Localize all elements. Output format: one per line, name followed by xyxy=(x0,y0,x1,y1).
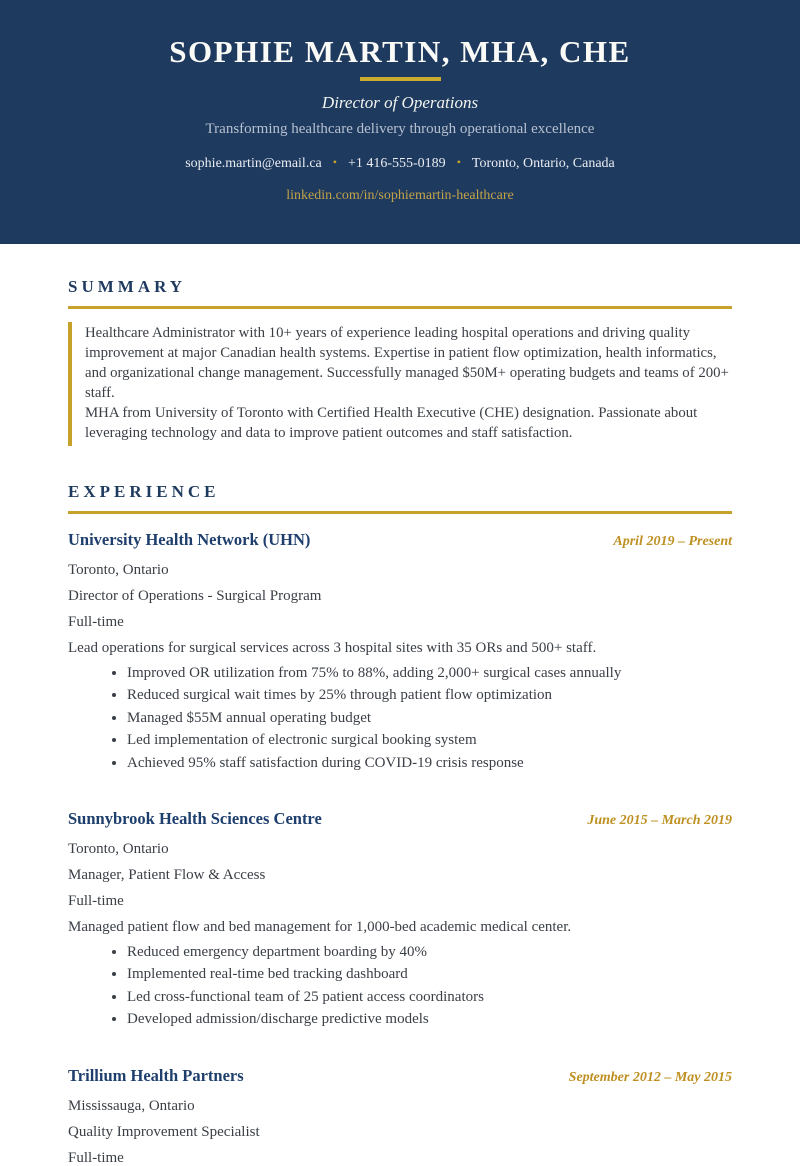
linkedin-link[interactable]: linkedin.com/in/sophiemartin-healthcare xyxy=(286,188,514,203)
entry-employment-type: Full-time xyxy=(68,1149,124,1166)
bullet-item: • Reduced emergency department boarding by 40% xyxy=(127,941,732,963)
experience-section xyxy=(68,482,732,1166)
header-job-title: Director of Operations xyxy=(321,93,479,112)
entry-employment-type: Full-time xyxy=(68,614,124,630)
linkedin-row xyxy=(0,188,800,204)
email-text: sophie.martin@email.ca xyxy=(185,156,322,171)
entry-dates: April 2019 – Present xyxy=(613,534,732,549)
location-text: Toronto, Ontario, Canada xyxy=(471,156,615,171)
bullet-item: • Led cross-functional team of 25 patient access coordinators xyxy=(127,986,732,1008)
phone-text: +1 416-555-0189 xyxy=(347,156,446,171)
experience-entry xyxy=(68,808,732,1031)
bullet-item: • Improved OR utilization from 75% to 88%, adding 2,000+ surgical cases annually xyxy=(127,662,732,684)
entry-job-title: Quality Improvement Specialist xyxy=(68,1123,260,1140)
entry-job-title: Manager, Patient Flow & Access xyxy=(68,867,266,884)
contact-separator: • xyxy=(332,155,337,169)
experience-entry xyxy=(68,1065,732,1166)
resume-body xyxy=(0,277,800,1166)
bullet-item: • Led implementation of electronic surgical booking system xyxy=(127,729,732,751)
entry-header xyxy=(68,808,732,832)
entry-employment-type: Full-time xyxy=(68,893,124,910)
entry-header xyxy=(68,1065,732,1089)
entry-bullet-list xyxy=(68,662,732,774)
entry-dates: September 2012 – May 2015 xyxy=(568,1069,732,1085)
experience-heading: EXPERIENCE xyxy=(68,482,220,501)
bullet-item: • Implemented real-time bed tracking dashboard xyxy=(127,963,732,985)
summary-paragraph: Healthcare Administrator with 10+ years of experience leading hospital operations and driving quality improvement at major Canadian health systems. Expertise in patient flow optimization, health informatics, and organizational change management. Successfully managed $50M+ operating budgets and teams of 200+ staff. xyxy=(85,325,729,401)
entry-bullet-list xyxy=(68,941,732,1031)
entry-description: Managed patient flow and bed management for 1,000-bed academic medical center. xyxy=(68,919,572,936)
company-name: University Health Network (UHN) xyxy=(68,530,311,549)
company-name: Sunnybrook Health Sciences Centre xyxy=(68,809,322,829)
entry-location: Toronto, Ontario xyxy=(68,841,169,858)
section-rule xyxy=(68,306,732,309)
bullet-item: • Reduced surgical wait times by 25% through patient flow optimization xyxy=(127,684,732,706)
summary-paragraph: MHA from University of Toronto with Certified Health Executive (CHE) designation. Passionate about leveraging technology and data to improve patient outcomes and staff satisfaction. xyxy=(85,405,698,441)
section-rule xyxy=(68,511,732,514)
entry-dates: June 2015 – March 2019 xyxy=(587,813,732,829)
contact-row xyxy=(0,155,800,172)
company-name: Trillium Health Partners xyxy=(68,1065,244,1085)
contact-separator: • xyxy=(456,155,461,169)
summary-heading: SUMMARY xyxy=(68,277,187,296)
bullet-item: • Developed admission/discharge predictive models xyxy=(127,1008,732,1030)
header-tagline: Transforming healthcare delivery through operational excellence xyxy=(205,121,595,137)
entry-location: Mississauga, Ontario xyxy=(68,1097,195,1114)
summary-section xyxy=(68,277,732,446)
name-underline xyxy=(360,77,441,81)
entry-job-title: Director of Operations - Surgical Program xyxy=(68,588,322,604)
experience-entry xyxy=(68,529,732,774)
summary-text-box xyxy=(68,322,732,446)
entry-description: Lead operations for surgical services across 3 hospital sites with 35 ORs and 500+ staff. xyxy=(68,640,597,656)
resume-header xyxy=(0,0,800,244)
entry-header xyxy=(68,529,732,553)
bullet-item: • Achieved 95% staff satisfaction during COVID-19 crisis response xyxy=(127,752,732,774)
name-heading: SOPHIE MARTIN, MHA, CHE xyxy=(169,34,631,69)
bullet-item: • Managed $55M annual operating budget xyxy=(127,707,732,729)
entry-location: Toronto, Ontario xyxy=(68,562,169,578)
